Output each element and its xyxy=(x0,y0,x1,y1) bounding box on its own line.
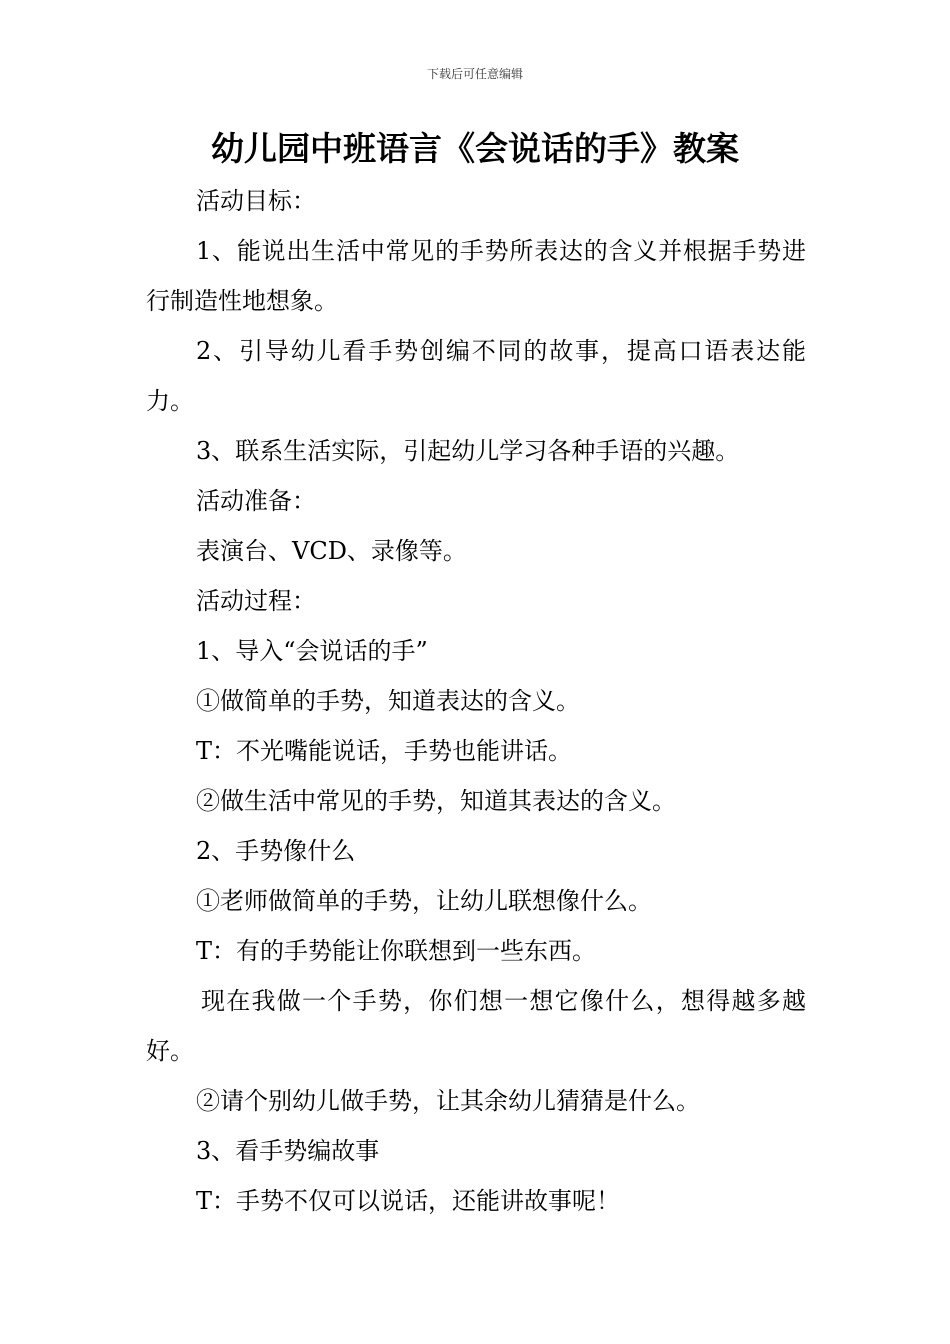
paragraph-step-2-a: ①老师做简单的手势，让幼儿联想像什么。 xyxy=(196,887,652,915)
section-heading-goals: 活动目标： xyxy=(196,187,316,215)
paragraph-step-2-t: T：有的手势能让你联想到一些东西。 xyxy=(196,937,597,965)
paragraph-step-1-a: ①做简单的手势，知道表达的含义。 xyxy=(196,687,580,715)
paragraph-step-1-b: ②做生活中常见的手势，知道其表达的含义。 xyxy=(196,787,676,815)
document-title: 幼儿园中班语言《会说话的手》教案 xyxy=(211,129,739,168)
section-heading-process: 活动过程： xyxy=(196,587,316,615)
paragraph-goal-1: 1、能说出生活中常见的手势所表达的含义并根据手势进行制造性地想象。 xyxy=(146,237,806,315)
paragraph-step-1: 1、导入“会说话的手” xyxy=(196,637,428,665)
paragraph-step-1-t: T：不光嘴能说话，手势也能讲话。 xyxy=(196,737,573,765)
section-heading-preparation: 活动准备： xyxy=(196,487,316,515)
paragraph-goal-2: 2、引导幼儿看手势创编不同的故事，提高口语表达能力。 xyxy=(146,337,806,415)
paragraph-step-2: 2、手势像什么 xyxy=(196,837,356,865)
paragraph-step-2-instruction: 现在我做一个手势，你们想一想它像什么，想得越多越好。 xyxy=(146,987,806,1065)
page-header-note: 下载后可任意编辑 xyxy=(426,67,523,81)
paragraph-goal-3: 3、联系生活实际，引起幼儿学习各种手语的兴趣。 xyxy=(196,437,740,465)
paragraph-step-3: 3、看手势编故事 xyxy=(196,1137,380,1165)
paragraph-step-2-b: ②请个别幼儿做手势，让其余幼儿猜猜是什么。 xyxy=(196,1087,700,1115)
document-body xyxy=(146,176,806,1226)
paragraph-materials: 表演台、VCD、录像等。 xyxy=(196,537,467,565)
paragraph-step-3-t: T：手势不仅可以说话，还能讲故事呢！ xyxy=(196,1187,621,1215)
